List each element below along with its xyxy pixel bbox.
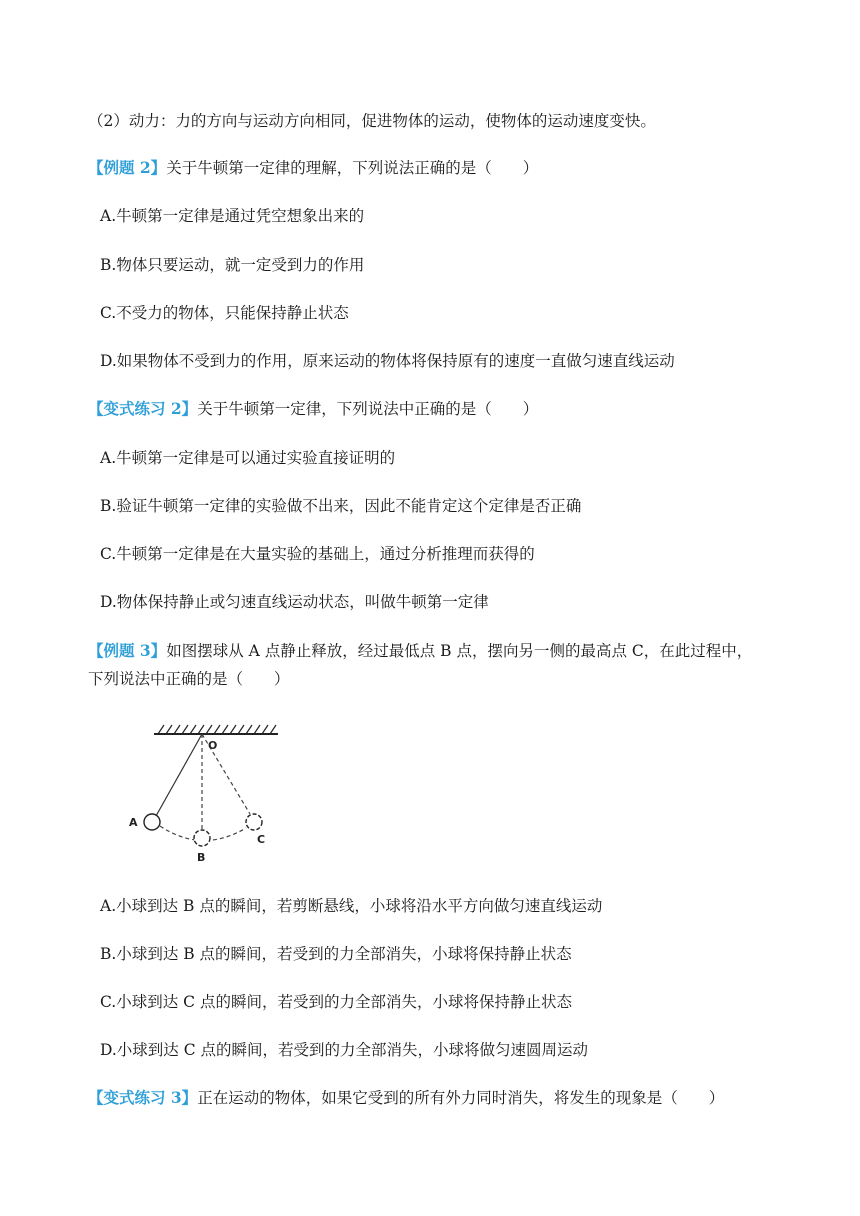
example-3-question-line-2: 下列说法中正确的是（ ） [88,670,290,688]
example-3-tag: 【例题 3】 [88,641,167,660]
example-3-option-a: A.小球到达 B 点的瞬间，若剪断悬线，小球将沿水平方向做匀速直线运动 [100,897,603,915]
variant-2-tag: 【变式练习 2】 [88,399,198,418]
example-3-stem-line-1: 如图摆球从 A 点静止释放，经过最低点 B 点，摆向另一侧的最高点 C，在此过程中， [166,642,753,660]
variant-2-stem: 关于牛顿第一定律，下列说法中正确的是（ ） [197,400,539,418]
variant-3-stem: 正在运动的物体，如果它受到的所有外力同时消失，将发生的现象是（ ） [197,1089,725,1107]
ceiling-hatching [158,725,276,734]
pendulum-figure [120,722,290,867]
example-3-option-b: B.小球到达 B 点的瞬间，若受到的力全部消失，小球将保持静止状态 [100,945,572,963]
variant-2-option-b: B.验证牛顿第一定律的实验做不出来，因此不能肯定这个定律是否正确 [100,497,582,515]
pendulum-string-a [156,734,202,816]
ball-a [144,814,160,830]
example-2-tag: 【例题 2】 [88,158,167,177]
example-3-option-c: C.小球到达 C 点的瞬间，若受到的力全部消失，小球将保持静止状态 [100,993,572,1011]
label-c: C [257,833,266,846]
ball-b [194,830,210,846]
pendulum-diagram [120,722,290,867]
variant-3-question [88,1087,800,1109]
label-a: A [129,816,138,829]
example-2-option-d: D.如果物体不受到力的作用，原来运动的物体将保持原有的速度一直做匀速直线运动 [100,352,675,370]
example-2-stem: 关于牛顿第一定律的理解，下列说法正确的是（ ） [166,159,539,177]
variant-2-option-c: C.牛顿第一定律是在大量实验的基础上，通过分析推理而获得的 [100,545,535,563]
label-o: O [208,739,218,752]
example-2-option-c: C.不受力的物体，只能保持静止状态 [100,304,349,322]
ball-c [246,814,262,830]
variant-2-option-d: D.物体保持静止或匀速直线运动状态，叫做牛顿第一定律 [100,593,489,611]
intro-paragraph: （2）动力：力的方向与运动方向相同，促进物体的运动，使物体的运动速度变快。 [88,112,656,130]
example-2-option-b: B.物体只要运动，就一定受到力的作用 [100,256,365,274]
example-3-question-line-1 [88,640,800,662]
variant-2-option-a: A.牛顿第一定律是可以通过实验直接证明的 [100,449,396,467]
label-b: B [197,851,206,864]
variant-2-question [88,398,800,420]
variant-3-tag: 【变式练习 3】 [88,1088,198,1107]
example-3-option-d: D.小球到达 C 点的瞬间，若受到的力全部消失，小球将做匀速圆周运动 [100,1041,589,1059]
example-2-question [88,157,800,179]
example-2-option-a: A.牛顿第一定律是通过凭空想象出来的 [100,207,365,225]
